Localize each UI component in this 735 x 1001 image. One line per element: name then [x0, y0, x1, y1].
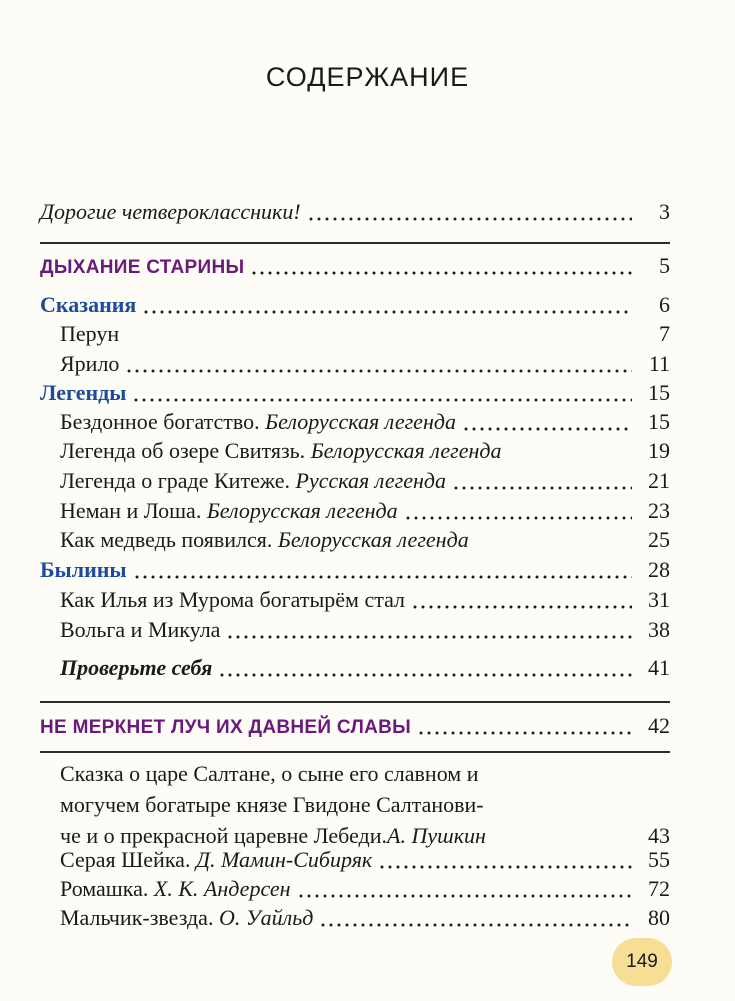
entry-title: Вольга и Микула: [60, 617, 221, 642]
entry-page: 25: [648, 527, 670, 552]
toc-entry[interactable]: [60, 617, 670, 647]
entry-title: Как Илья из Мурома богатырём стал: [60, 587, 406, 612]
toc-section-heading[interactable]: [40, 713, 670, 743]
entry-page: 72: [648, 876, 670, 901]
entry-title: [60, 876, 291, 902]
entry-page: 38: [648, 617, 670, 642]
dot-leader: [226, 634, 632, 640]
entry-page: 23: [648, 498, 670, 523]
entry-title-text: че и о прекрасной царевне Лебеди.: [60, 823, 388, 848]
entry-author: Белорусская легенда: [265, 409, 456, 434]
entry-title: [60, 905, 313, 931]
entry-page: 31: [648, 587, 670, 612]
dot-leader: [319, 922, 632, 928]
entry-title-text: Ромашка.: [60, 876, 154, 901]
entry-title-text: Серая Шейка.: [60, 847, 196, 872]
entry-author: О. Уайльд: [218, 905, 314, 930]
toc-section-heading[interactable]: [40, 253, 670, 283]
dot-leader: [250, 270, 632, 276]
page-number: 149: [626, 951, 658, 972]
entry-author: Белорусская легенда: [206, 498, 398, 523]
entry-author: Д. Мамин-Сибиряк: [195, 847, 373, 872]
toc-entry[interactable]: [60, 351, 670, 381]
entry-author: Белорусская легенда: [277, 527, 469, 552]
toc-entry[interactable]: [60, 409, 670, 439]
toc-entry-intro[interactable]: [40, 199, 670, 229]
toc-entry[interactable]: [60, 321, 670, 351]
entry-page: 21: [648, 468, 670, 493]
entry-page: 5: [659, 253, 670, 278]
toc-entry[interactable]: [60, 876, 670, 906]
dot-leader: [142, 309, 632, 315]
entry-title-line: могучем богатыре князе Гвидоне Салтанови-: [60, 792, 484, 817]
subsection-title: Легенды: [40, 380, 127, 405]
entry-title: Ярило: [60, 351, 120, 376]
entry-title-text: Легенда об озере Свитязь.: [60, 438, 311, 463]
entry-title: [60, 468, 446, 494]
dot-leader: [462, 426, 632, 432]
entry-page: 6: [659, 292, 670, 317]
toc-entry[interactable]: [60, 468, 670, 498]
toc-entry[interactable]: [60, 527, 670, 557]
entry-title-line: Сказка о царе Салтане, о сыне его славном и: [60, 761, 479, 786]
entry-title-text: Бездонное богатство.: [60, 409, 266, 434]
entry-title: [60, 847, 372, 873]
entry-title-text: Как медведь появился.: [60, 527, 278, 552]
entry-page: 55: [648, 847, 670, 872]
subsection-title: Былины: [40, 557, 127, 582]
dot-leader: [307, 216, 632, 222]
dot-leader: [378, 864, 632, 870]
entry-page: 42: [648, 713, 670, 738]
dot-leader: [417, 730, 632, 736]
section-title: ДЫХАНИЕ СТАРИНЫ: [40, 257, 245, 278]
entry-title-text: Неман и Лоша.: [60, 498, 207, 523]
entry-page: 80: [648, 905, 670, 930]
dot-leader: [133, 574, 632, 580]
section-title: НЕ МЕРКНЕТ ЛУЧ ИХ ДАВНЕЙ СЛАВЫ: [40, 717, 412, 738]
section-divider: [40, 751, 670, 753]
entry-title: Проверьте себя: [60, 655, 213, 680]
entry-page: 15: [648, 409, 670, 434]
toc-entry[interactable]: [60, 587, 670, 617]
dot-leader: [411, 604, 632, 610]
toc-entry[interactable]: [60, 498, 670, 528]
entry-author: Белорусская легенда: [310, 438, 502, 463]
entry-title: Дорогие четвероклассники!: [40, 199, 301, 224]
dot-leader: [125, 368, 632, 374]
entry-page: 11: [648, 351, 670, 376]
page-title: СОДЕРЖАНИЕ: [265, 62, 470, 92]
section-divider: [40, 701, 670, 703]
entry-page: 19: [648, 438, 670, 463]
entry-title: [60, 438, 502, 464]
toc-entry-multiline[interactable]: [60, 758, 670, 851]
toc-subsection-heading[interactable]: [40, 380, 670, 410]
section-divider: [40, 242, 670, 244]
dot-leader: [297, 893, 632, 899]
entry-title: Перун: [60, 321, 120, 346]
entry-page: 28: [648, 557, 670, 582]
entry-page: 41: [648, 655, 670, 680]
entry-page: 3: [659, 199, 670, 224]
entry-author: А. Пушкин: [387, 823, 486, 848]
toc-entry[interactable]: [60, 438, 670, 468]
entry-title: [60, 409, 456, 435]
entry-title: [60, 527, 469, 553]
entry-author: Х. К. Андерсен: [153, 876, 291, 901]
entry-page: 15: [648, 380, 670, 405]
dot-leader: [218, 672, 632, 678]
dot-leader: [452, 485, 632, 491]
toc-entry[interactable]: [60, 905, 670, 935]
dot-leader: [404, 515, 632, 521]
entry-title: [60, 498, 398, 524]
toc-entry[interactable]: [60, 847, 670, 877]
toc-subsection-heading[interactable]: [40, 292, 670, 322]
subsection-title: Сказания: [40, 292, 137, 317]
toc-entry-check[interactable]: [60, 655, 670, 685]
entry-author: Русская легенда: [295, 468, 447, 493]
page-number-badge: [612, 938, 672, 986]
entry-title-text: Легенда о граде Китеже.: [60, 468, 296, 493]
entry-page: 7: [659, 321, 670, 346]
dot-leader: [132, 397, 632, 403]
entry-title-text: Мальчик-звезда.: [60, 905, 219, 930]
entry-page: 43: [648, 823, 670, 848]
toc-subsection-heading[interactable]: [40, 557, 670, 587]
